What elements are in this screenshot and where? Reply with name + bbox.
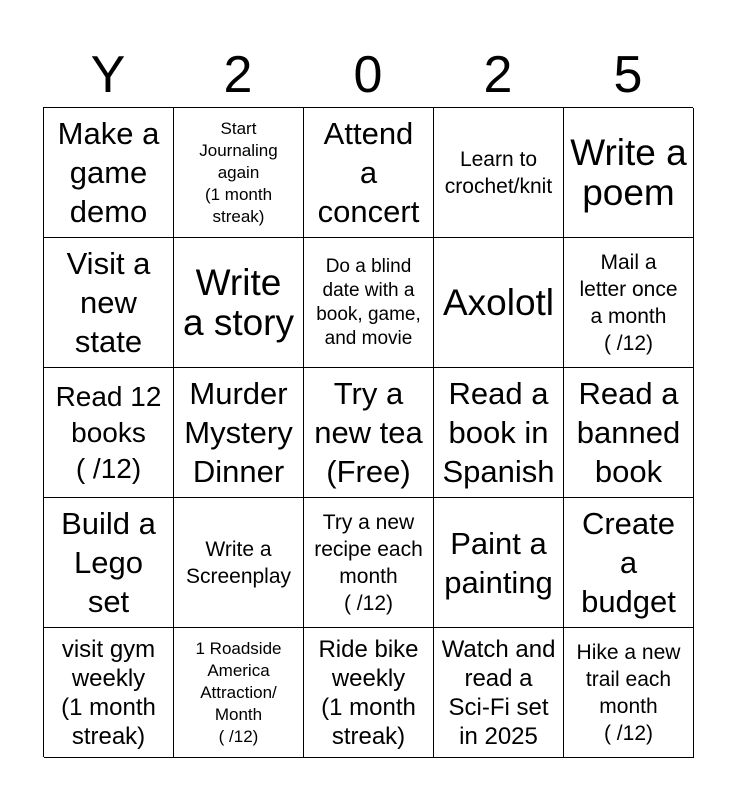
header-letter-0: 0 — [353, 46, 383, 104]
bingo-cell[interactable] — [304, 238, 434, 368]
bingo-cell[interactable] — [304, 368, 434, 498]
cell-label: Watch and read a Sci-Fi set in 2025 — [441, 635, 556, 750]
bingo-cell[interactable] — [304, 108, 434, 238]
cell-label: visit gym weekly (1 month streak) — [61, 635, 156, 750]
cell-label: Create a budget — [581, 506, 676, 619]
cell-label: Attend a concert — [317, 116, 420, 229]
bingo-cell[interactable] — [304, 498, 434, 628]
cell-label: Read 12 books ( /12) — [55, 380, 162, 484]
bingo-cell[interactable] — [44, 628, 174, 758]
bingo-cell[interactable] — [174, 368, 304, 498]
cell-label: Do a blind date with a book, game, and movie — [316, 255, 421, 349]
header-letter-2: 2 — [223, 46, 253, 104]
cell-label: Write a Screenplay — [185, 537, 292, 588]
bingo-cell[interactable] — [564, 238, 694, 368]
bingo-cell[interactable] — [44, 238, 174, 368]
bingo-cell[interactable] — [564, 498, 694, 628]
header-letter-y: Y — [90, 46, 126, 104]
bingo-cell[interactable] — [434, 238, 564, 368]
bingo-cell[interactable] — [44, 498, 174, 628]
header-letter-5: 5 — [613, 46, 643, 104]
bingo-cell[interactable] — [174, 108, 304, 238]
cell-label: Make a game demo — [57, 116, 160, 229]
bingo-cell[interactable] — [564, 628, 694, 758]
bingo-header — [43, 44, 693, 106]
cell-label: Read a banned book — [576, 376, 681, 489]
cell-label: Try a new recipe each month ( /12) — [314, 510, 423, 615]
cell-label: Axolotl — [442, 281, 555, 323]
bingo-cell[interactable] — [174, 498, 304, 628]
cell-label: Try a new tea (Free) — [314, 376, 423, 489]
bingo-cell[interactable] — [564, 368, 694, 498]
bingo-cell[interactable] — [44, 368, 174, 498]
bingo-cell[interactable] — [304, 628, 434, 758]
cell-label: Murder Mystery Dinner — [184, 376, 293, 489]
bingo-cell[interactable] — [174, 628, 304, 758]
cell-label: Visit a new state — [66, 246, 151, 359]
cell-label: Write a poem — [570, 131, 687, 213]
bingo-cell[interactable] — [434, 368, 564, 498]
cell-label: Start Journaling again (1 month streak) — [199, 118, 278, 226]
bingo-cell[interactable] — [434, 628, 564, 758]
bingo-board — [43, 107, 693, 757]
bingo-cell[interactable] — [44, 108, 174, 238]
cell-label: Write a story — [182, 261, 295, 343]
cell-label: Build a Lego set — [61, 506, 156, 619]
bingo-cell[interactable] — [564, 108, 694, 238]
cell-label: Read a book in Spanish — [442, 376, 555, 489]
bingo-cell[interactable] — [434, 108, 564, 238]
cell-label: Hike a new trail each month ( /12) — [576, 640, 681, 745]
cell-label: Paint a painting — [444, 525, 553, 600]
header-letter-2b: 2 — [483, 46, 513, 104]
bingo-cell[interactable] — [434, 498, 564, 628]
cell-label: Mail a letter once a month ( /12) — [579, 250, 678, 355]
cell-label: Ride bike weekly (1 month streak) — [318, 635, 419, 750]
cell-label: 1 Roadside America Attraction/ Month ( /12) — [195, 638, 282, 746]
bingo-cell[interactable] — [174, 238, 304, 368]
cell-label: Learn to crochet/knit — [444, 147, 553, 198]
